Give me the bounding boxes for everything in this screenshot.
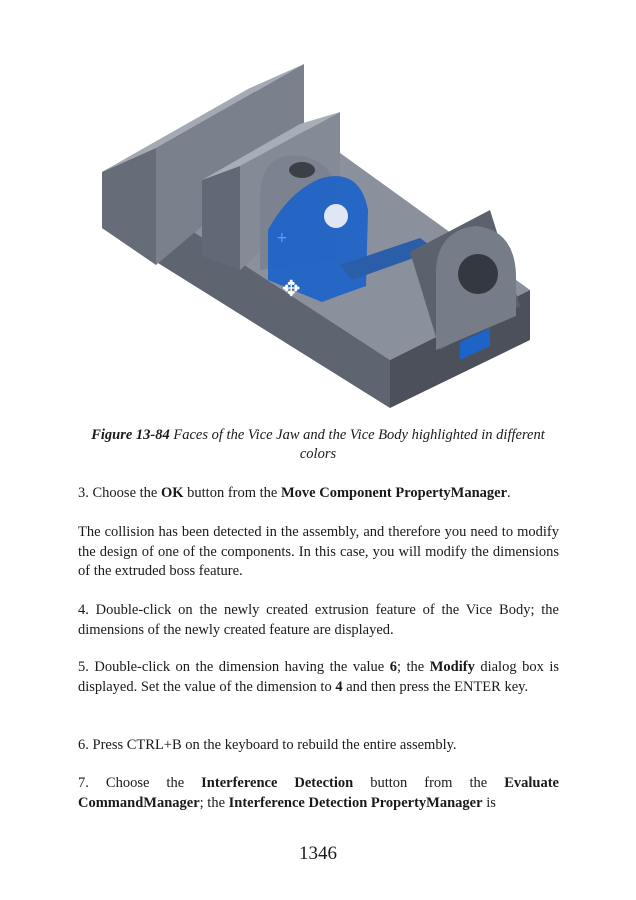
hub-hole: [289, 162, 315, 178]
figure-caption-text: Faces of the Vice Jaw and the Vice Body highlighted in different colors: [173, 427, 545, 462]
step-5: 5. Double-click on the dimension having the value 6; the Modify dialog box is displayed. Set the value of the dimension to 4 and then press the ENTER key.: [78, 659, 559, 695]
figure-caption: [80, 426, 556, 464]
vice-assembly-figure: [90, 60, 550, 420]
figure-label: Figure 13-84: [91, 427, 170, 443]
step-6: 6. Press CTRL+B on the keyboard to rebuild the entire assembly.: [78, 737, 457, 753]
middle-block-front: [202, 166, 240, 270]
move-cursor-icon: ✥: [282, 277, 301, 302]
modify-dialog-ref: Modify: [429, 659, 475, 675]
evaluate-cm-ref: Evaluate CommandManager: [78, 775, 559, 811]
ok-button-ref: OK: [160, 485, 184, 501]
collision-paragraph: The collision has been detected in the assembly, and therefore you need to modify the design of one of the components. In this case, you will modify the dimensions of the extruded boss feature.: [78, 524, 559, 579]
jaw-hole: [324, 204, 348, 228]
interference-pm-ref: Interference Detection PropertyManager: [228, 794, 483, 811]
fixed-jaw-front: [102, 148, 156, 265]
move-component-pm-ref: Move Component PropertyManager: [281, 485, 508, 501]
origin-plus-icon: +: [276, 230, 288, 246]
step-3: 3. Choose the OK button from the Move Component PropertyManager.: [78, 485, 511, 501]
end-block-hole: [458, 254, 498, 294]
step-7: 7. Choose the Interference Detection button from the Evaluate CommandManager; the Interference Detection PropertyManager is: [78, 775, 559, 811]
page-number: 1346: [299, 843, 337, 864]
interference-detection-ref: Interference Detection: [201, 775, 354, 791]
step-4: 4. Double-click on the newly created extrusion feature of the Vice Body; the dimensions of the newly created feature are displayed.: [78, 602, 559, 638]
